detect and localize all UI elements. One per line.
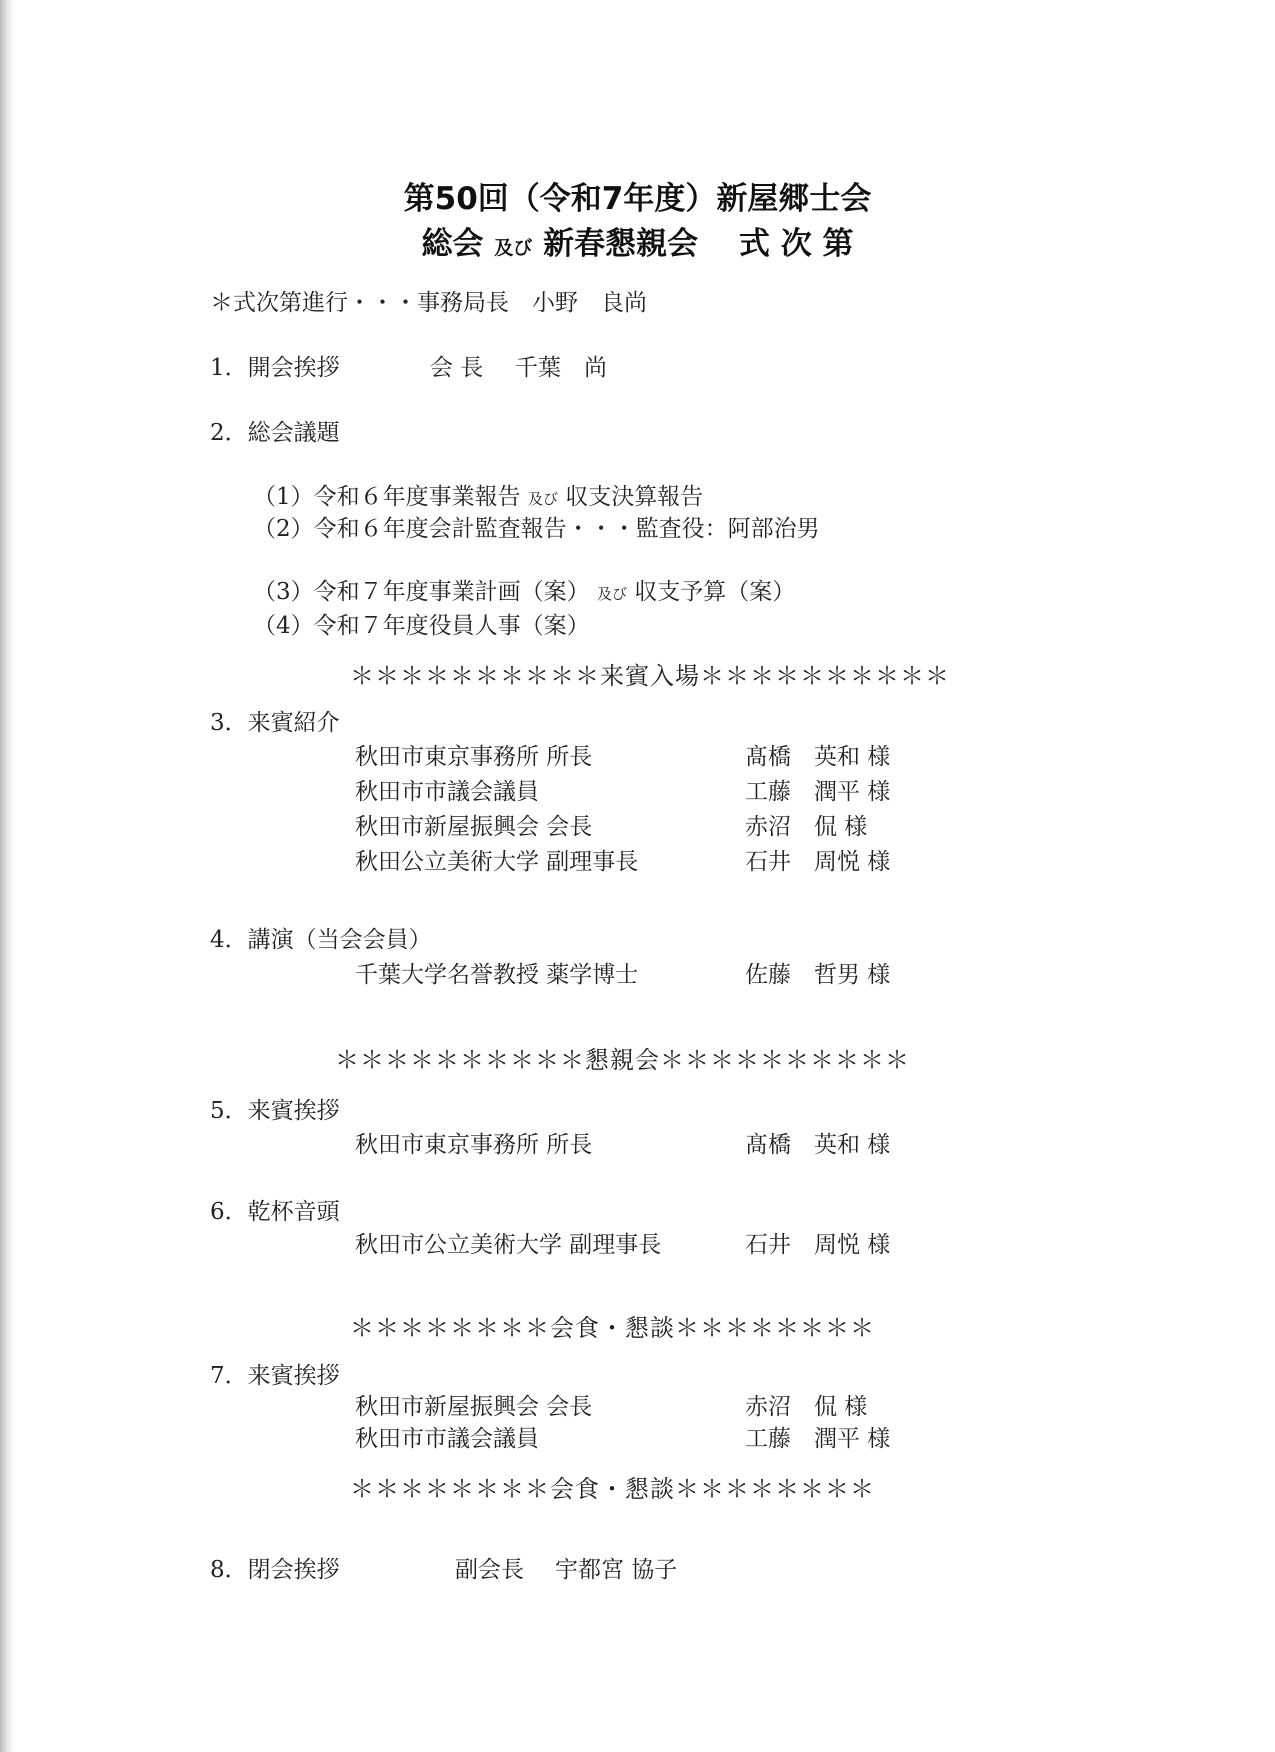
item4-label: 4．講演（当会会員）	[210, 927, 432, 953]
guest-name: 髙橋 英和 様	[745, 744, 891, 770]
speaker-org: 千葉大学名誉教授 薬学博士	[355, 962, 639, 988]
document-subtitle	[0, 218, 1275, 263]
item1-role: 会 長	[430, 355, 484, 381]
item6-org: 秋田市公立美術大学 副理事長	[355, 1232, 662, 1258]
separator-dining-2: ＊＊＊＊＊＊＊＊会食・懇談＊＊＊＊＊＊＊＊	[350, 1475, 875, 1503]
agenda-item-3-conj: 及び	[596, 585, 627, 603]
guest-org: 秋田公立美術大学 副理事長	[355, 849, 639, 875]
guest-org: 秋田市市議会議員	[355, 1426, 539, 1452]
agenda-item-3	[253, 577, 795, 609]
item8-role: 副会長	[455, 1557, 524, 1583]
item5-name: 髙橋 英和 様	[745, 1132, 891, 1158]
separator-dining-1: ＊＊＊＊＊＊＊＊会食・懇談＊＊＊＊＊＊＊＊	[350, 1314, 875, 1342]
agenda-item-1-a: （1）令和６年度事業報告	[253, 484, 521, 510]
subtitle-small-conj: 及び	[494, 237, 533, 259]
document-title: 第50回（令和7年度）新屋郷士会	[403, 181, 872, 217]
guest-name: 石井 周悦 様	[745, 849, 891, 875]
agenda-item-3-a: （3）令和７年度事業計画（案）	[253, 579, 590, 605]
guest-name: 工藤 潤平 様	[745, 1426, 891, 1452]
guest-org: 秋田市東京事務所 所長	[355, 744, 593, 770]
guest-org: 秋田市市議会議員	[355, 779, 539, 805]
item2-label: 2．総会議題	[210, 420, 340, 446]
item8-name: 宇都宮 協子	[555, 1557, 678, 1583]
item3-label: 3．来賓紹介	[210, 710, 340, 736]
item5-label: 5．来賓挨拶	[210, 1098, 340, 1124]
item5-org: 秋田市東京事務所 所長	[355, 1132, 593, 1158]
item7-label: 7．来賓挨拶	[210, 1363, 340, 1389]
guest-name: 赤沼 侃 様	[745, 814, 868, 840]
item1-label: 1．開会挨拶	[210, 355, 340, 381]
subtitle-part-c: 式 次 第	[738, 226, 854, 262]
agenda-item-3-b: 収支予算（案）	[634, 579, 796, 605]
guest-name: 工藤 潤平 様	[745, 779, 891, 805]
separator-party: ＊＊＊＊＊＊＊＊＊＊懇親会＊＊＊＊＊＊＊＊＊＊	[335, 1046, 910, 1074]
item1-name: 千葉 尚	[515, 355, 607, 381]
item8-label: 8．閉会挨拶	[210, 1557, 340, 1583]
guest-org: 秋田市新屋振興会 会長	[355, 814, 593, 840]
subtitle-part-a: 総会	[421, 226, 484, 262]
agenda-item-1-conj: 及び	[527, 490, 558, 508]
agenda-item-4: （4）令和７年度役員人事（案）	[253, 613, 590, 639]
agenda-item-1	[253, 482, 703, 514]
item6-name: 石井 周悦 様	[745, 1232, 891, 1258]
guest-name: 赤沼 侃 様	[745, 1394, 868, 1420]
agenda-item-2: （2）令和６年度会計監査報告・・・監査役：阿部治男	[253, 516, 820, 542]
subtitle-part-b: 新春懇親会	[543, 226, 699, 262]
agenda-item-1-b: 収支決算報告	[565, 484, 704, 510]
item6-label: 6．乾杯音頭	[210, 1199, 340, 1225]
speaker-name: 佐藤 哲男 様	[745, 962, 891, 988]
guest-org: 秋田市新屋振興会 会長	[355, 1394, 593, 1420]
moderator-line: ＊式次第進行・・・事務局長 小野 良尚	[210, 290, 647, 316]
separator-guests-enter: ＊＊＊＊＊＊＊＊＊＊来賓入場＊＊＊＊＊＊＊＊＊＊	[350, 662, 950, 690]
